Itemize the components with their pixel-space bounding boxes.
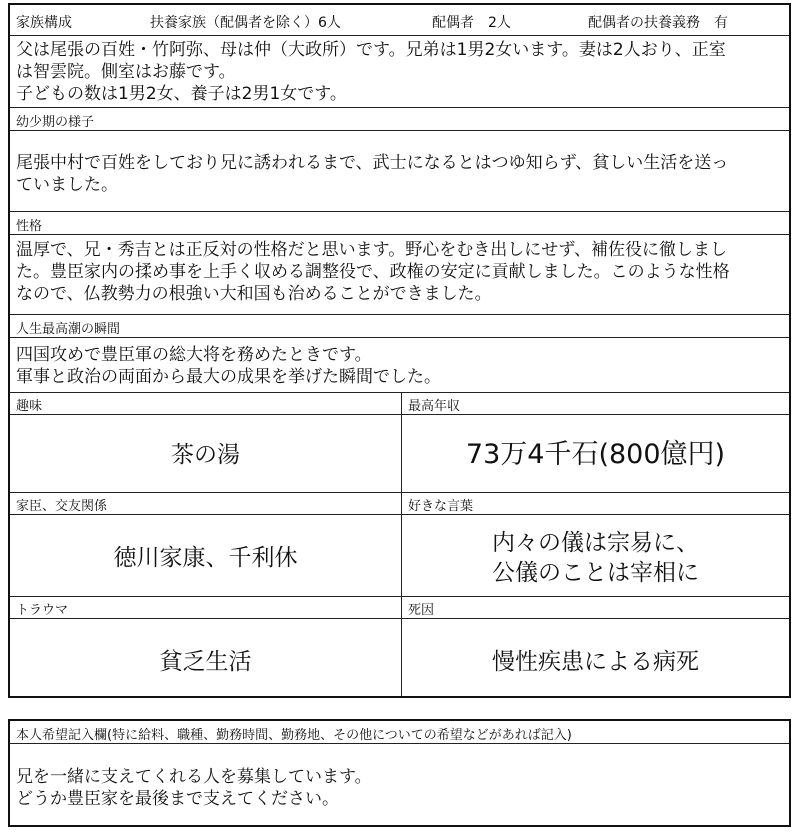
retainers-cell (10, 493, 401, 596)
retainers-label: 家臣、交友関係 (16, 499, 108, 514)
favorite-words-label: 好きな言葉 (408, 499, 474, 514)
hobby-income-row (10, 393, 789, 493)
max-income-cell (402, 393, 789, 492)
max-income-label: 最高年収 (408, 399, 461, 414)
cause-of-death-cell (402, 597, 789, 696)
trauma-cell (10, 597, 401, 696)
personality-label: 性格 (16, 219, 43, 234)
wishes-label: 本人希望記入欄(特に給料、職種、勤務時間、勤務地、その他についての希望などがあれば記入) (16, 728, 572, 743)
peak-moment-section (10, 315, 789, 393)
spouse-support-obligation: 配偶者の扶養義務 有 (588, 15, 728, 31)
retainers-value: 徳川家康、千利休 (113, 545, 298, 571)
hobby-label: 趣味 (16, 399, 43, 414)
retainers-words-row (10, 493, 789, 597)
favorite-words-value: 内々の儀は宗易に、 公儀のことは宰相に (492, 530, 699, 586)
trauma-value: 貧乏生活 (159, 649, 252, 675)
cause-of-death-label: 死因 (408, 603, 435, 618)
family-description-section (10, 36, 789, 108)
childhood-label: 幼少期の様子 (16, 115, 95, 130)
dependents-count: 扶養家族（配偶者を除く）6人 (150, 15, 341, 31)
childhood-text: 尾張中村で百姓をしており兄に誘われるまで、武士になるとはつゆ知らず、貧しい生活を送っ ていました。 (16, 153, 729, 195)
family-composition-row (10, 5, 789, 36)
resume-sheet (8, 3, 791, 698)
favorite-words-cell (402, 493, 789, 596)
wishes-text: 兄を一緒に支えてくれる人を募集しています。 どうか豊臣家を最後まで支えてください。 (16, 767, 372, 809)
trauma-label: トラウマ (16, 603, 69, 618)
personality-text: 温厚で、兄・秀吉とは正反対の性格だと思います。野心をむき出しにせず、補佐役に徹しまし た。豊臣家内の揉め事を上手く収める調整役で、政権の安定に貢献しました。このような性格 なので、仏教勢力の根強い大和国も治めることができました。 (16, 240, 730, 304)
max-income-value: 73万4千石(800億円) (465, 439, 726, 470)
hobby-value: 茶の湯 (171, 442, 240, 468)
peak-moment-label: 人生最高潮の瞬間 (16, 322, 121, 337)
family-label: 家族構成 (16, 15, 72, 31)
personal-wishes-box (8, 719, 791, 827)
cause-of-death-value: 慢性疾患による病死 (492, 649, 699, 675)
trauma-death-row (10, 597, 789, 696)
grid-divider (401, 393, 402, 696)
family-description-text: 父は尾張の百姓・竹阿弥、母は仲（大政所）です。兄弟は1男2女います。妻は2人おり、正室 は智雲院。側室はお藤です。 子どもの数は1男2女、養子は2男1女です。 (16, 40, 726, 104)
childhood-section (10, 108, 789, 212)
spouse-count: 配偶者 2人 (432, 15, 511, 31)
peak-moment-text: 四国攻めで豊臣軍の総大将を務めたときです。 軍事と政治の両面から最大の成果を挙げた瞬間でした。 (16, 345, 441, 387)
hobby-cell (10, 393, 401, 492)
personality-section (10, 212, 789, 315)
